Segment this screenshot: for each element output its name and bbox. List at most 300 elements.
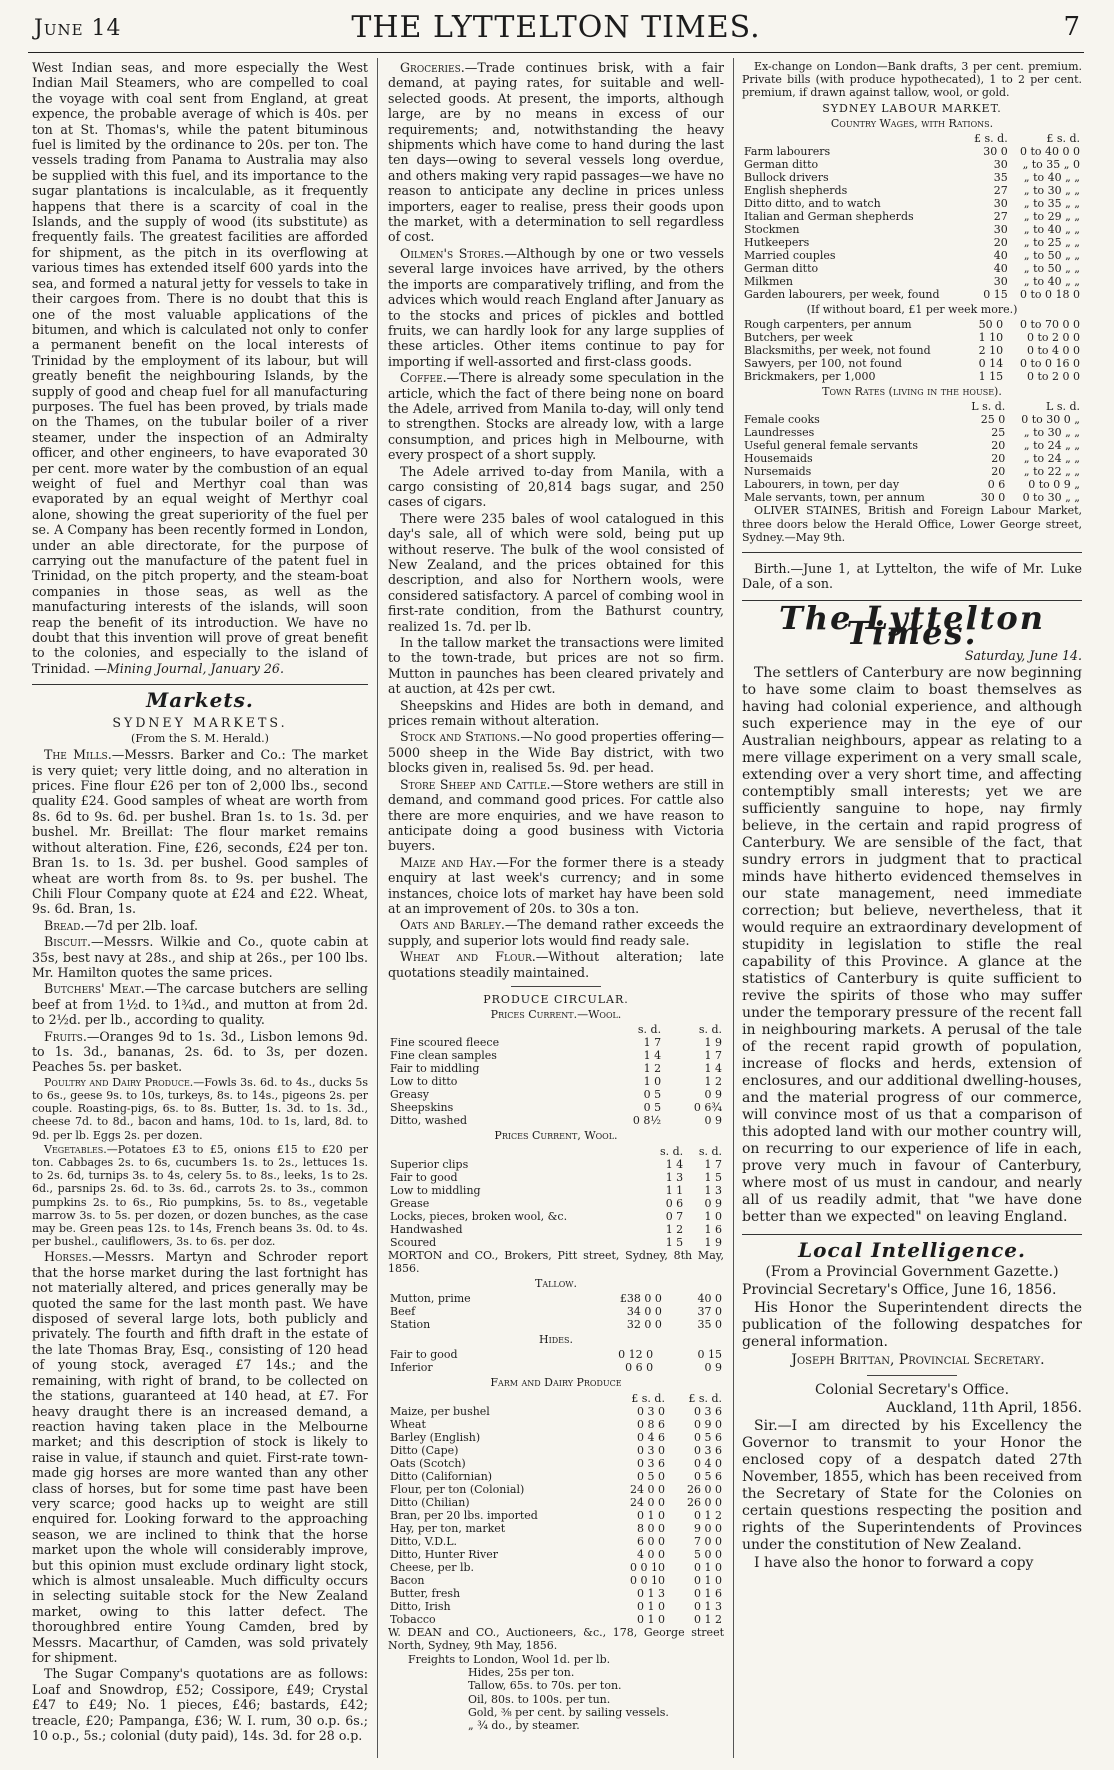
row-label: Hutkeepers xyxy=(744,236,810,250)
horses-paragraph: Horses.—Messrs. Martyn and Schroder report that the horse market during the last fortnight has not materially altered, and prices generally may be quoted the same for the last month past. We have disposed of several large lots, both publicly and privately. The fourth and fifth draft in the estate of the late Thomas Bray, Esq., consisting of 120 head of young stock, averaged £7 14s.; and the remaining, with right of brand, to be collected on the stations, guaranteed at 140 head, at £7. For heavy draught there is an increased demand, a reaction having taken place in the Melbourne market; and this description of stock is likely to raise in value, if staunch and quiet. First-rate town-made gig horses are more wanted than any other class of horses, but for some time past have been very scarce; good hacks up to weight are still enquired for. Looking forward to the approaching season, we are inclined to think that the horse market upon the whole will considerably improve, but this opinion must exclude ordinary light stock, which is almost unsaleable. Much difficulty occurs in selecting suitable stock for the New Zealand market, owing to this latter defect. The thoroughbred entire Young Camden, bred by Messrs. Macarthur, of Camden, was sold privately for shipment. xyxy=(32,1249,368,1665)
row-label: Brickmakers, per 1,000 xyxy=(744,370,876,384)
table-row xyxy=(388,1444,724,1457)
row-value: 32 0 0 xyxy=(626,1318,662,1332)
row-value: 30 xyxy=(993,197,1008,211)
row-value: 0 1 0 xyxy=(636,1612,665,1626)
row-value: 0 6¾ xyxy=(693,1101,722,1115)
row-value: 1 0 xyxy=(643,1075,662,1089)
row-label: Flour, per ton (Colonial) xyxy=(390,1482,525,1496)
column-header: £ s. d. xyxy=(1046,132,1080,146)
market-paragraph xyxy=(388,511,724,634)
produce-heading: PRODUCE CIRCULAR. xyxy=(483,992,629,1006)
row-label: Low to ditto xyxy=(390,1075,458,1089)
row-value: „ to 24 „ „ xyxy=(1023,439,1080,453)
market-paragraph xyxy=(32,1029,368,1075)
row-value: 1 15 xyxy=(978,370,1004,384)
table-row xyxy=(388,1431,724,1444)
row-label: Sheepskins xyxy=(390,1101,454,1115)
labour-table xyxy=(742,132,1082,301)
row-value: 0 9 xyxy=(704,1196,722,1210)
row-value: 1 5 xyxy=(665,1235,684,1249)
market-paragraph xyxy=(388,246,724,369)
row-value: 0 6 xyxy=(665,1196,684,1210)
row-value: 1 9 xyxy=(704,1235,722,1249)
table-row xyxy=(388,1574,724,1587)
column-2 xyxy=(388,60,724,1732)
paragraph-text: The Adele arrived to-day from Manila, with a cargo consisting of 20,814 bags sugar, and 250 cases of cigars. xyxy=(388,463,724,510)
freight-line: „ ¾ do., by steamer. xyxy=(468,1719,580,1733)
row-value: 1 2 xyxy=(643,1062,662,1076)
paragraph-text: —There is already some speculation in the article, which the fact of there being none on board the Adele, arrived from Manila to-day, will only tend to strengthen. Stocks are already low, with a large consumption, and prices high in Melbourne, with every prospect of a short supply. xyxy=(388,370,724,463)
paragraph-text: —7d per 2lb. loaf. xyxy=(84,917,198,933)
row-value: 30 0 xyxy=(980,491,1006,505)
table-row xyxy=(742,288,1082,301)
freight-line: Freights to London, Wool 1d. per lb. xyxy=(408,1653,611,1666)
table-row xyxy=(388,1075,724,1088)
header-page-number: 7 xyxy=(1063,12,1080,42)
column-header: s. d. xyxy=(698,1023,722,1037)
table-row xyxy=(388,1292,724,1305)
row-value: 1 3 xyxy=(665,1170,684,1184)
labour-market-notice: OLIVER STAINES, British and Foreign Labour Market, three doors below the Herald Office, Lower George street, Sydney.—May 9th. xyxy=(742,504,1082,544)
row-value: 0 to 70 0 0 xyxy=(1019,318,1080,332)
row-value: 0 to 40 0 0 xyxy=(1019,145,1080,159)
table-row xyxy=(742,171,1082,184)
column-header: s. d. xyxy=(660,1144,684,1158)
row-value: 1 5 xyxy=(704,1170,722,1184)
honor-paragraph: His Honor the Superintendent directs the publication of the following despatches for general information. xyxy=(742,1300,1082,1351)
row-value: „ to 30 „ „ xyxy=(1023,184,1080,198)
table-row xyxy=(388,1036,724,1049)
row-value: 30 xyxy=(993,275,1008,289)
row-value: 1 6 xyxy=(704,1222,722,1236)
hides-table xyxy=(388,1348,724,1374)
row-value: 25 0 xyxy=(980,413,1006,427)
row-value: 0 9 xyxy=(704,1088,722,1102)
markets-heading: Markets. xyxy=(146,688,254,713)
row-value: 0 9 xyxy=(704,1361,722,1375)
paragraph-lead: Butchers' Meat. xyxy=(44,981,145,997)
market-paragraph xyxy=(388,729,724,775)
row-value: 0 1 6 xyxy=(694,1586,722,1600)
row-value: 1 0 xyxy=(704,1209,722,1223)
paragraph-text: —Although by one or two vessels several large invoices have arrived, by the others the imports are comparatively trifling, and from the advices which would reach England after January as to the stocks and prices of pickles and bottled fruits, we can hardly look for any large supplies of these articles. Other items continue to pay for importing if well-assorted and first-class goods. xyxy=(388,245,724,369)
tallow-heading: Tallow. xyxy=(534,1276,578,1290)
row-label: Fair to good xyxy=(390,1348,458,1362)
row-value: 0 3 0 xyxy=(636,1443,665,1457)
row-label: Oats (Scotch) xyxy=(390,1456,466,1470)
market-paragraph xyxy=(388,370,724,462)
wool-heading: Prices Current.—Wool. xyxy=(490,1008,622,1022)
row-label: Scoured xyxy=(390,1235,437,1249)
row-label: Ditto (Chilian) xyxy=(390,1495,470,1509)
row-value: £38 0 0 xyxy=(619,1292,662,1306)
row-value: 2 10 xyxy=(978,344,1004,358)
table-row xyxy=(388,1348,724,1361)
table-row xyxy=(388,1470,724,1483)
auctioneer-credit: W. DEAN and CO., Auctioneers, &c., 178, George street North, Sydney, 9th May, 1856. xyxy=(388,1625,724,1652)
table-row xyxy=(388,1223,724,1236)
table-row xyxy=(742,331,1082,344)
row-value: 30 0 xyxy=(983,145,1008,159)
letter-end: I have also the honor to forward a copy xyxy=(754,1555,1034,1572)
row-value: 1 1 xyxy=(665,1183,684,1197)
paragraph-lead: Biscuit. xyxy=(44,934,92,950)
table-row xyxy=(388,1062,724,1075)
table-row xyxy=(742,210,1082,223)
row-value: 0 1 3 xyxy=(694,1599,722,1613)
row-value: 24 0 0 xyxy=(629,1482,665,1496)
broker-credit: MORTON and CO., Brokers, Pitt street, Sydney, 8th May, 1856. xyxy=(388,1248,724,1275)
wool-heading-2: Prices Current, Wool. xyxy=(494,1129,618,1143)
table-row xyxy=(742,275,1082,288)
market-paragraphs xyxy=(388,60,724,980)
row-label: Butchers, per week xyxy=(744,331,853,345)
row-value: 1 3 xyxy=(704,1183,722,1197)
paragraph-text: —The demand rather exceeds the supply, and superior lots would find ready sale. xyxy=(388,917,724,948)
row-value: 0 1 0 xyxy=(636,1508,665,1522)
row-label: Nursemaids xyxy=(744,465,812,479)
row-value: 0 to 0 18 0 xyxy=(1019,288,1080,302)
market-paragraph xyxy=(32,981,368,1027)
row-value: 1 9 xyxy=(704,1036,722,1050)
row-label: Low to middling xyxy=(390,1183,481,1197)
row-value: 0 3 6 xyxy=(694,1404,722,1418)
paragraph-text: There were 235 bales of wool catalogued in this day's sale, all of which were sold, being put up without reserve. The bulk of the wool consisted of New Zealand, and the prices obtained for this description, and also for Northern wools, were considered satisfactory. A parcel of combing wool in first-rate condition, from the Bathurst country, realized 1s. 7d. per lb. xyxy=(388,510,724,634)
sydney-markets-heading: SYDNEY MARKETS. xyxy=(112,714,288,730)
column-divider xyxy=(733,58,734,1758)
row-value: 40 0 xyxy=(697,1292,722,1306)
table-row xyxy=(742,452,1082,465)
row-label: English shepherds xyxy=(744,184,848,198)
market-paragraph xyxy=(32,747,368,916)
row-value: 26 0 0 xyxy=(687,1495,722,1509)
row-label: Male servants, town, per annum xyxy=(744,491,925,505)
row-label: Bran, per 20 lbs. imported xyxy=(390,1508,538,1522)
table-row xyxy=(388,1509,724,1522)
table-row xyxy=(388,1210,724,1223)
row-value: 0 7 xyxy=(665,1209,684,1223)
row-value: 0 15 xyxy=(697,1348,722,1362)
paragraph-lead: Groceries. xyxy=(400,60,465,75)
row-value: 20 xyxy=(993,236,1008,250)
header-rule xyxy=(28,52,1084,53)
row-label: Ditto, V.D.L. xyxy=(390,1534,458,1548)
row-value: 1 7 xyxy=(704,1049,722,1063)
row-label: Fine scoured fleece xyxy=(390,1036,500,1050)
column-header: £ s. d. xyxy=(688,1391,722,1405)
table-row xyxy=(388,1318,724,1331)
market-paragraph xyxy=(388,917,724,948)
row-value: 0 3 6 xyxy=(636,1456,665,1470)
letter-dateline: Auckland, 11th April, 1856. xyxy=(886,1400,1082,1417)
wool-price-table-2 xyxy=(388,1145,724,1249)
row-value: „ to 25 „ „ xyxy=(1023,236,1080,250)
table-row xyxy=(742,370,1082,383)
row-value: 0 to 30 0 „ xyxy=(1021,413,1080,427)
paragraph-text: —Store wethers are still in demand, and command good prices. For cattle also there are more enquiries, and we have reason to anticipate doing a good business with Victoria buyers. xyxy=(388,776,724,854)
row-value: 0 to 30 „ „ xyxy=(1022,491,1080,505)
row-value: 20 xyxy=(991,439,1006,453)
column-1 xyxy=(32,60,368,1744)
row-label: Rough carpenters, per annum xyxy=(744,318,912,332)
section-rule xyxy=(32,684,368,685)
paragraph-text: —Without alteration; late quotations steadily maintained. xyxy=(388,949,724,980)
without-board-note: (If without board, £1 per week more.) xyxy=(806,303,1018,317)
table-row xyxy=(388,1305,724,1318)
table-row xyxy=(742,491,1082,504)
table-row xyxy=(742,478,1082,491)
row-label: Inferior xyxy=(390,1361,433,1375)
table-row xyxy=(388,1548,724,1561)
row-label: Mutton, prime xyxy=(390,1292,471,1306)
market-paragraph xyxy=(388,698,724,729)
row-value: 20 xyxy=(991,452,1006,466)
section-rule xyxy=(742,1234,1082,1235)
row-label: Wheat xyxy=(390,1417,426,1431)
country-wages-heading: Country Wages, with Rations. xyxy=(830,116,994,130)
row-value: 50 0 xyxy=(978,318,1004,332)
wool-price-table xyxy=(388,1023,724,1127)
row-label: Fair to middling xyxy=(390,1062,480,1076)
row-label: Ditto ditto, and to watch xyxy=(744,197,881,211)
row-label: Handwashed xyxy=(390,1222,463,1236)
column-3 xyxy=(742,60,1082,1573)
labour-table-2 xyxy=(742,318,1082,383)
row-label: Italian and German shepherds xyxy=(744,210,914,224)
row-label: Beef xyxy=(390,1305,416,1319)
tallow-table xyxy=(388,1292,724,1331)
row-label: Station xyxy=(390,1318,431,1332)
row-value: 24 0 0 xyxy=(629,1495,665,1509)
row-value: 34 0 0 xyxy=(626,1305,662,1319)
row-value: 0 1 0 xyxy=(694,1560,722,1574)
row-value: 0 to 0 9 „ xyxy=(1028,478,1080,492)
row-value: 0 to 0 16 0 xyxy=(1019,357,1080,371)
row-value: 0 5 6 xyxy=(694,1430,722,1444)
secretary-office: Provincial Secretary's Office, June 16, 1856. xyxy=(742,1282,1057,1299)
column-divider xyxy=(377,58,378,1758)
column-header: L s. d. xyxy=(1046,400,1080,414)
row-label: Sawyers, per 100, not found xyxy=(744,357,902,371)
paragraph-lead: Fruits. xyxy=(44,1028,87,1044)
farm-produce-table xyxy=(388,1392,724,1626)
section-rule xyxy=(742,552,1082,553)
masthead-title: The Lyttelton Times. xyxy=(779,598,1045,653)
row-value: „ to 24 „ „ xyxy=(1023,452,1080,466)
table-row xyxy=(742,439,1082,452)
table-row xyxy=(742,318,1082,331)
row-label: Married couples xyxy=(744,249,836,263)
gazette-source: (From a Provincial Government Gazette.) xyxy=(765,1264,1059,1281)
row-label: Ditto, Hunter River xyxy=(390,1547,499,1561)
paragraph-lead: Store Sheep and Cattle. xyxy=(400,776,551,792)
row-value: 6 0 0 xyxy=(636,1534,665,1548)
row-value: 4 0 0 xyxy=(636,1547,665,1561)
row-value: 0 0 10 xyxy=(629,1560,665,1574)
row-value: 1 4 xyxy=(643,1049,662,1063)
table-row xyxy=(388,1158,724,1171)
town-rates-heading: Town Rates (living in the house). xyxy=(822,385,1002,399)
row-value: 0 4 0 xyxy=(694,1456,722,1470)
row-value: 0 1 0 xyxy=(636,1599,665,1613)
row-value: 1 4 xyxy=(704,1062,722,1076)
table-row xyxy=(742,426,1082,439)
table-row xyxy=(388,1600,724,1613)
poultry-paragraph: Poultry and Dairy Produce.—Fowls 3s. 6d. to 4s., ducks 5s to 6s., geese 9s. to 10s, turkeys, 8s. to 14s., pigeons 2s. per couple. Roasting-pigs, 6s. to 8s. Butter, 1s. 3d. to 1s. 3d., cheese 7d. to 8d., bacon and hams, 10d. to 1s, lard, 8d. to 9d. per lb. Eggs 2s. per dozen. xyxy=(32,1075,368,1142)
table-row xyxy=(388,1561,724,1574)
table-row xyxy=(388,1184,724,1197)
colonial-office: Colonial Secretary's Office. xyxy=(814,1382,1010,1399)
table-row xyxy=(742,357,1082,370)
row-value: 40 xyxy=(993,262,1008,276)
paragraph-text: —Oranges 9d to 1s. 3d., Lisbon lemons 9d. to 1s. 3d., bananas, 2s. 6d. to 3s, per dozen. Peaches 5s. per basket. xyxy=(32,1028,368,1075)
market-paragraph xyxy=(32,934,368,980)
market-paragraph xyxy=(388,855,724,917)
row-label: Bacon xyxy=(390,1573,425,1587)
freight-line: Tallow, 65s. to 70s. per ton. xyxy=(468,1679,622,1693)
freight-line: Hides, 25s per ton. xyxy=(468,1666,575,1680)
row-value: 1 2 xyxy=(704,1075,722,1089)
row-label: Ditto (Californian) xyxy=(390,1469,493,1483)
row-label: Milkmen xyxy=(744,275,793,289)
row-value: 0 9 xyxy=(704,1114,722,1128)
market-paragraphs xyxy=(32,747,368,1075)
column-header: s. d. xyxy=(698,1144,722,1158)
header-title: THE LYTTELTON TIMES. xyxy=(351,10,761,45)
row-value: 30 xyxy=(993,223,1008,237)
row-label: Locks, pieces, broken wool, &c. xyxy=(390,1209,568,1223)
table-row xyxy=(742,223,1082,236)
table-row xyxy=(388,1361,724,1374)
town-rates-table xyxy=(742,400,1082,504)
table-row xyxy=(742,236,1082,249)
paragraph-text: In the tallow market the transactions were limited to the town-trade, but prices are not so firm. Mutton in paunches has been cleared privately and at auction, at 42s per cwt. xyxy=(388,635,724,697)
paragraph-lead: Wheat and Flour. xyxy=(400,949,536,965)
row-label: Ditto (Cape) xyxy=(390,1443,459,1457)
row-value: 0 9 0 xyxy=(694,1417,722,1431)
row-value: „ to 22 „ „ xyxy=(1023,465,1080,479)
row-label: Stockmen xyxy=(744,223,800,237)
row-value: 0 14 xyxy=(978,357,1004,371)
row-label: Superior clips xyxy=(390,1157,469,1171)
column-header: £ s. d. xyxy=(974,132,1008,146)
row-label: Grease xyxy=(390,1196,430,1210)
row-value: 0 3 6 xyxy=(694,1443,722,1457)
paragraph-lead: Oilmen's Stores. xyxy=(400,245,505,261)
row-value: 0 1 3 xyxy=(636,1586,665,1600)
paragraph-text: —Trade continues brisk, with a fair demand, at paying rates, for suitable and well-selected goods. At present, the imports, although large, are by no means in excess of our requirements; and, notwithstanding the heavy shipments which have come to hand during the last ten days—owing to several vessels long overdue, and others making very rapid passages—we have no reason to anticipate any decline in prices unless importers, eager to realise, press their goods upon the market, with a determination to sell regardless of cost. xyxy=(388,60,724,245)
header-date: June 14 xyxy=(34,16,122,41)
row-value: „ to 29 „ „ xyxy=(1023,210,1080,224)
market-paragraph xyxy=(388,635,724,697)
row-value: 30 xyxy=(993,158,1008,172)
leader-text: The settlers of Canterbury are now beginning to have some claim to boast themselves as having had colonial experience, and although such experience may in the eye of our Australian neighbours, appear as relating to a mere village experiment on a very small scale, extending over a very short time, and affecting contemptibly small interests; yet we are sufficiently sanguine to hope, nay firmly believe, in the certain and rapid progress of Canterbury. We are sensible of the fact, that sundry errors in judgment that to practical minds have hitherto evidenced themselves in our state management, need immediate correction; but believe, nevertheless, that it would require an extraordinary development of stupidity in legislation to stifle the real capability of this Province. A glance at the statistics of Canterbury is quite sufficient to revive the spirits of those who may suffer under the temporary pressure of the recent fall in neighbouring markets. A perusal of the tale of the recent rapid growth of population, increase of flocks and herds, extension of enclosures, and our additional dwelling-houses, and the material progress of our commerce, will convince most of us that a comparison of this adopted land with our mother country will, on recurring to our experience of life in each, prove very much in favour of Canterbury, where most of us must in candour, and nearly all of us readily admit, that "we have done better than we expected" on leaving England. xyxy=(742,665,1082,1226)
market-paragraph xyxy=(388,949,724,980)
table-row xyxy=(742,184,1082,197)
row-label: Blacksmiths, per week, not found xyxy=(744,344,931,358)
row-value: 0 5 xyxy=(643,1101,662,1115)
paragraph-lead: Stock and Stations. xyxy=(400,729,521,745)
row-value: 37 0 xyxy=(697,1305,722,1319)
article-text: West Indian seas, and more especially the West Indian Mail Steamers, who are compelled to coal the voyage with coal sent from England, at great expence, the probable average of which is 40s. per ton at St. Thomas's, while the patent bituminous fuel is limited by the ordinance to 20s. per ton. The vessels trading from Panama to Australia may also be supplied with this fuel, and its importance to the sugar plantations is incalculable, as it frequently happens that there is a scarcity of coal in the Islands, and the supply of wood (its substitute) as frequently fails. The greatest facilities are afforded for shipment, as the pitch in its overflowing at various times has extended itself 600 yards into the sea, and formed a natural jetty for vessels to take in their cargoes from. There is no doubt that this is one of the most valuable applications of the bitumen, and which is calculated not only to confer a permanent benefit on the local interests of Trinidad by the employment of its labour, but will greatly benefit the neighbouring Islands, by the supply of good and cheap fuel for all manufacturing purposes. The fuel has been proved, by trials made on the Thames, on the tubular boiler of a river steamer, under the inspection of an Admiralty officer, and other engineers, to have evaporated 30 per cent. more water by the combustion of an equal weight of fuel and Merthyr coal than was evaporated by an equal weight of Merthyr coal alone, showing the great superiority of the fuel per se. A Company has been recently formed in London, under an able directorate, for the purpose of carrying out the manufacture of the patent fuel in Trinidad, on the pitch property, and the steam-boat companies in those seas, as well as the manufacturing interests of the islands, will soon reap the benefit of its introduction. We have no doubt that this invention will prove of great benefit to the colonies, and especially to the island of Trinidad. —Mining Journal, January 26. xyxy=(32,60,368,676)
table-row xyxy=(388,1496,724,1509)
table-row xyxy=(388,1101,724,1114)
table-row xyxy=(388,1088,724,1101)
row-label: Maize, per bushel xyxy=(390,1404,490,1418)
market-paragraph xyxy=(388,777,724,854)
table-row xyxy=(388,1405,724,1418)
table-row xyxy=(742,344,1082,357)
page-header xyxy=(28,8,1084,48)
row-value: 0 15 xyxy=(983,288,1008,302)
row-value: 0 8½ xyxy=(632,1114,662,1128)
market-paragraph xyxy=(388,60,724,245)
row-value: 0 6 0 xyxy=(625,1361,654,1375)
row-value: 1 7 xyxy=(704,1157,722,1171)
row-value: 0 5 6 xyxy=(694,1469,722,1483)
row-label: Laundresses xyxy=(744,426,815,440)
row-value: 0 to 4 0 0 xyxy=(1026,344,1080,358)
hides-heading: Hides. xyxy=(539,1333,573,1347)
paragraph-text: —For the former there is a steady enquiry at last week's currency; and in some instances, choice lots of market hay have been sold at an improvement of 20s. to 30s a ton. xyxy=(388,854,724,916)
row-label: Cheese, per lb. xyxy=(390,1560,475,1574)
row-label: Bullock drivers xyxy=(744,171,829,185)
row-value: 35 0 xyxy=(697,1318,722,1332)
freights-list xyxy=(388,1653,724,1732)
table-row xyxy=(742,158,1082,171)
table-row xyxy=(388,1587,724,1600)
row-value: „ to 30 „ „ xyxy=(1023,426,1080,440)
letter-text: Sir.—I am directed by his Excellency the Governor to transmit to your Honor the enclosed copy of a despatch dated 27th November, 1855, which has been received from the Secretary of State for the Colonies on certain questions respecting the position and rights of the Superintendents of Provinces under the constitution of New Zealand. xyxy=(742,1418,1082,1554)
row-value: 9 0 0 xyxy=(694,1521,722,1535)
row-value: 1 4 xyxy=(665,1157,684,1171)
table-row xyxy=(388,1613,724,1626)
table-row xyxy=(742,262,1082,275)
row-value: 1 10 xyxy=(978,331,1004,345)
row-value: 26 0 0 xyxy=(687,1482,722,1496)
paragraph-text: —Messrs. Barker and Co.: The market is very quiet; very little doing, and no alteration in prices. Fine flour £26 per ton of 2,000 lbs., second quality £24. Good samples of wheat are worth from 8s. 6d to 9s. 6d. per bushel. Bran 1s. to 1s. 3d. per bushel. Mr. Breillat: The flour market remains without alteration. Fine, £26, seconds, £24 per ton. Bran 1s. to 1s. 3d. per bushel. Good samples of wheat are worth from 8s. to 9s. per bushel. The Chili Flour Company quote at £24 and £22. Wheat, 9s. 6d. Bran, 1s. xyxy=(32,747,368,917)
paragraph-text: —The carcase butchers are selling beef at from 1½d. to 1¾d., and mutton at from 2d. to 2½d. per lb., according to quality. xyxy=(32,981,368,1028)
table-row xyxy=(388,1236,724,1249)
row-value: 40 xyxy=(993,249,1008,263)
row-label: German ditto xyxy=(744,158,819,172)
row-value: 0 12 0 xyxy=(618,1348,654,1362)
row-value: „ to 50 „ „ xyxy=(1023,249,1080,263)
exchange-note: Ex-change on London—Bank drafts, 3 per cent. premium. Private bills (with produce hypothecated), 1 to 2 per cent. premium, if drawn against tallow, wool, or gold. xyxy=(742,60,1082,100)
freight-line: Gold, ⅜ per cent. by sailing vessels. xyxy=(468,1705,669,1719)
paragraph-text: —Messrs. Wilkie and Co., quote cabin at 35s, best navy at 28s., and ship at 26s., per 100 lbs. Mr. Hamilton quotes the same prices. xyxy=(32,934,368,980)
birth-notice: Birth.—June 1, at Lyttelton, the wife of Mr. Luke Dale, of a son. xyxy=(742,561,1082,592)
table-row xyxy=(742,465,1082,478)
row-value: 0 1 0 xyxy=(694,1573,722,1587)
row-value: 0 1 2 xyxy=(694,1508,722,1522)
signer: Joseph Brittan, Provincial Secretary. xyxy=(791,1352,1045,1369)
row-label: Fine clean samples xyxy=(390,1049,497,1063)
row-label: Farm labourers xyxy=(744,145,831,159)
table-row xyxy=(388,1171,724,1184)
local-intelligence-heading: Local Intelligence. xyxy=(798,1238,1026,1263)
column-header: L s. d. xyxy=(971,400,1006,414)
table-row xyxy=(742,145,1082,158)
leader-dateline: Saturday, June 14. xyxy=(964,647,1082,663)
sydney-markets-source: (From the S. M. Herald.) xyxy=(131,732,269,746)
section-rule xyxy=(511,986,601,987)
row-value: „ to 40 „ „ xyxy=(1023,223,1080,237)
table-row xyxy=(388,1522,724,1535)
table-row xyxy=(388,1049,724,1062)
table-row xyxy=(742,249,1082,262)
